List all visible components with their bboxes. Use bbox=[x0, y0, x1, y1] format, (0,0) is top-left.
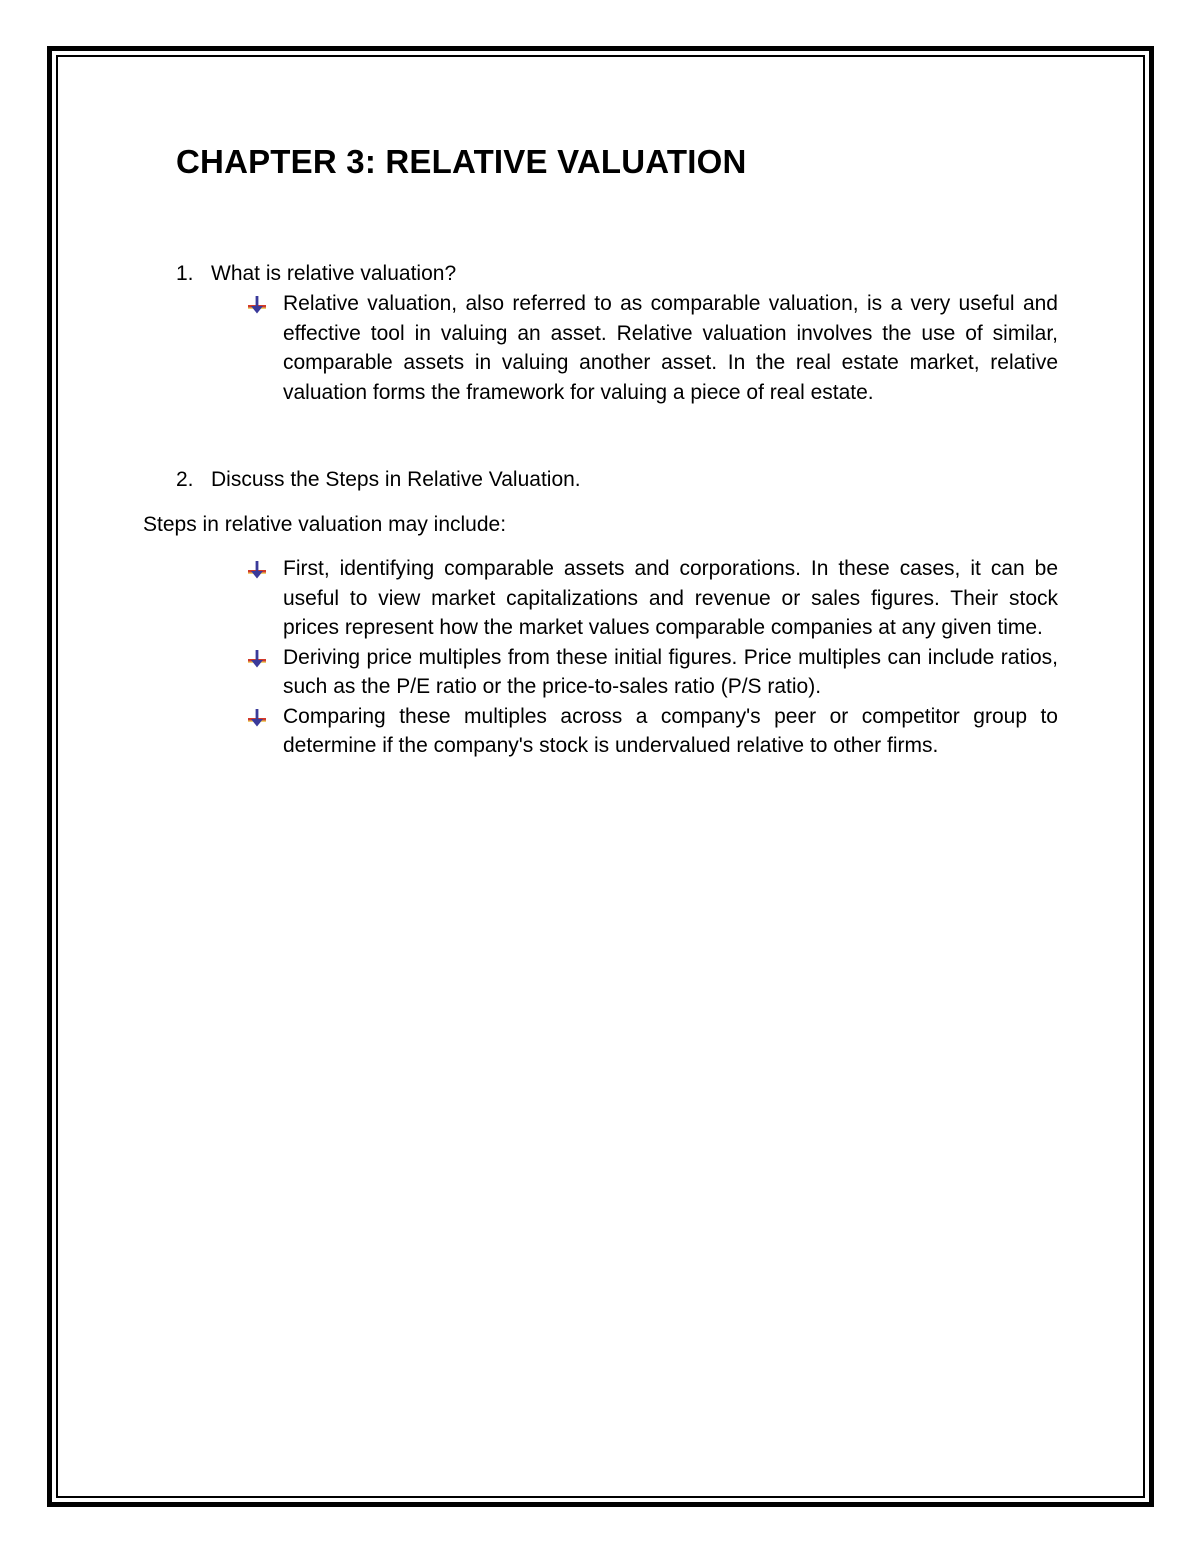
bullet-text: Comparing these multiples across a company's peer or competitor group to determine if the company's stock is undervalued relative to other firms. bbox=[283, 704, 1058, 757]
down-arrow-bullet-icon bbox=[247, 561, 267, 579]
list-item bbox=[245, 702, 1058, 761]
section-2-bullets bbox=[245, 554, 1058, 761]
bullet-text: Relative valuation, also referred to as comparable valuation, is a very useful and effective tool in valuing an asset. Relative valuation involves the use of similar, comparable assets in valuing another asset. In the real estate market, relative valuation forms the framework for valuing a piece of real estate. bbox=[283, 292, 1058, 404]
bullet-text: First, identifying comparable assets and corporations. In these cases, it can be useful to view market capitalizations and revenue or sales figures. Their stock prices represent how the market values comparable companies at any given time. bbox=[283, 557, 1058, 639]
down-arrow-bullet-icon bbox=[247, 296, 267, 314]
list-item bbox=[245, 554, 1058, 643]
bullet-text: Deriving price multiples from these initial figures. Price multiples can include ratios, such as the P/E ratio or the price-to-sales ratio (P/S ratio). bbox=[283, 645, 1058, 698]
question-1 bbox=[176, 259, 456, 289]
down-arrow-bullet-icon bbox=[247, 709, 267, 727]
question-2 bbox=[176, 465, 581, 495]
chapter-title: CHAPTER 3: RELATIVE VALUATION bbox=[176, 143, 747, 180]
question-1-number: 1. bbox=[176, 262, 194, 285]
list-item bbox=[245, 643, 1058, 702]
question-1-text: What is relative valuation? bbox=[211, 262, 457, 285]
question-2-text: Discuss the Steps in Relative Valuation. bbox=[211, 468, 581, 491]
question-2-number: 2. bbox=[176, 468, 194, 491]
steps-intro: Steps in relative valuation may include: bbox=[143, 513, 507, 536]
down-arrow-bullet-icon bbox=[247, 650, 267, 668]
list-item bbox=[245, 289, 1058, 407]
section-1-bullets bbox=[245, 289, 1058, 407]
